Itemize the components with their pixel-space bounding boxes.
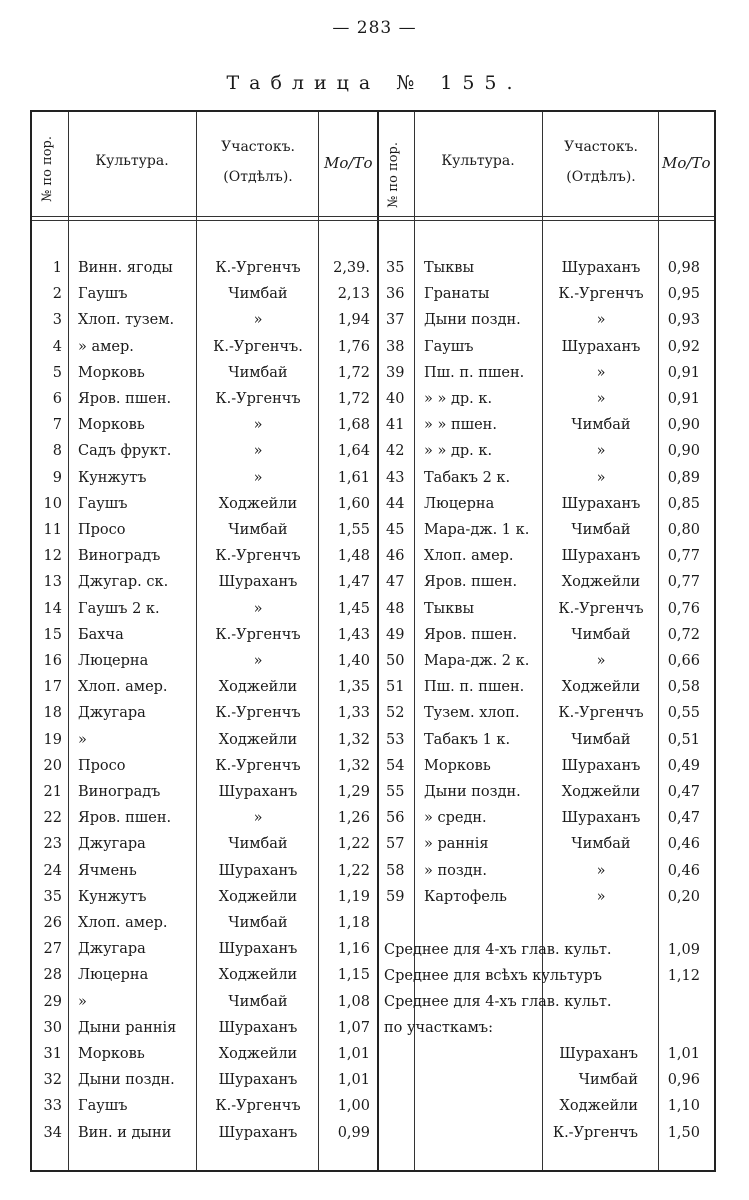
header-plot-left-1: Участокъ. <box>221 139 295 155</box>
row-number: 30 <box>43 1019 62 1036</box>
row-value: 1,60 <box>337 495 370 512</box>
row-plot: Чимбай <box>228 915 288 931</box>
row-plot: К.-Ургенчъ <box>215 260 301 276</box>
row-plot: Шураханъ <box>218 1124 298 1141</box>
row-plot: Шураханъ <box>218 1019 298 1036</box>
row-value: 1,07 <box>337 1019 370 1036</box>
row-number: 29 <box>43 993 62 1010</box>
row-value: 1,94 <box>337 312 370 329</box>
row-value: 0,20 <box>667 888 700 905</box>
row-culture: Кунжутъ <box>78 469 147 486</box>
row-culture: Яров. пшен. <box>78 391 172 407</box>
row-culture: Джугара <box>78 941 146 958</box>
row-plot: » <box>596 312 606 329</box>
row-plot: К.-Ургенчъ <box>215 548 301 565</box>
row-value: 1,64 <box>337 443 370 460</box>
row-number: 6 <box>52 391 62 407</box>
row-value: 1,45 <box>337 600 370 617</box>
row-number: 7 <box>52 417 62 434</box>
row-number: 22 <box>43 810 62 827</box>
row-number: 45 <box>386 522 405 538</box>
row-number: 11 <box>43 522 62 538</box>
row-value: 1,32 <box>337 731 370 748</box>
row-value: 0,66 <box>667 653 700 669</box>
row-culture: Хлоп. амер. <box>424 548 514 565</box>
row-plot: » <box>596 364 606 381</box>
row-culture: Дыни поздн. <box>424 784 521 800</box>
summary-avg4-label: Среднее для 4-хъ глав. культ. <box>384 942 612 958</box>
row-value: 0,72 <box>667 626 700 643</box>
row-plot: Чимбай <box>571 522 631 538</box>
row-number: 51 <box>386 679 405 696</box>
row-number: 44 <box>386 495 405 512</box>
row-plot: К.-Ургенчъ <box>215 705 301 722</box>
row-plot: » <box>253 810 263 827</box>
data-table <box>30 110 716 1172</box>
row-value: 1,00 <box>337 1098 370 1115</box>
row-value: 0,76 <box>667 600 700 617</box>
row-number: 49 <box>386 626 405 643</box>
row-value: 0,47 <box>667 810 700 827</box>
row-culture: Джугар. ск. <box>78 574 169 591</box>
row-value: 0,90 <box>667 417 700 434</box>
summary-plot-value: 1,50 <box>667 1124 700 1141</box>
row-number: 24 <box>43 862 62 879</box>
row-culture: Кунжутъ <box>78 888 147 905</box>
row-value: 1,43 <box>337 626 370 643</box>
row-number: 26 <box>43 915 62 931</box>
row-plot: Чимбай <box>571 731 631 748</box>
row-culture: Тыквы <box>424 260 474 276</box>
row-plot: Ходжейли <box>218 679 298 696</box>
row-number: 15 <box>43 626 62 643</box>
row-number: 16 <box>43 653 62 669</box>
row-culture: » <box>78 731 87 748</box>
row-number: 34 <box>43 1124 62 1141</box>
grid-line <box>68 112 69 1170</box>
row-plot: Ходжейли <box>561 679 641 696</box>
row-number: 31 <box>43 1046 62 1062</box>
row-culture: Виноградъ <box>78 784 161 800</box>
row-value: 0,91 <box>667 364 700 381</box>
row-plot: Ходжейли <box>218 967 298 984</box>
row-value: 1,19 <box>337 888 370 905</box>
row-culture: Вин. и дыни <box>78 1124 172 1141</box>
header-num-left: № по пор. <box>40 135 55 202</box>
header-plot-right-2: (Отдѣлъ). <box>566 169 636 185</box>
row-culture: Джугара <box>78 705 146 722</box>
row-culture: Дыни поздн. <box>424 312 521 329</box>
row-number: 52 <box>386 705 405 722</box>
row-culture: Мара-дж. 1 к. <box>424 522 530 538</box>
row-number: 39 <box>386 364 405 381</box>
row-culture: Морковь <box>78 417 145 434</box>
grid-line <box>658 112 659 1170</box>
row-plot: » <box>596 469 606 486</box>
summary-plot-name: Чимбай <box>578 1072 638 1089</box>
row-culture: Гаушъ <box>424 338 474 355</box>
row-culture: » » пшен. <box>424 417 497 434</box>
row-number: 17 <box>43 679 62 696</box>
grid-line <box>196 112 197 1170</box>
row-plot: Чимбай <box>228 522 288 538</box>
row-culture: Хлоп. амер. <box>78 915 168 931</box>
row-plot: » <box>596 443 606 460</box>
row-number: 36 <box>386 286 405 303</box>
summary-by-plot-label-2: по участкамъ: <box>384 1020 494 1036</box>
row-culture: Морковь <box>78 364 145 381</box>
row-plot: К.-Ургенчъ <box>215 1098 301 1115</box>
summary-plot-name: Шураханъ <box>559 1046 638 1062</box>
row-culture: » средн. <box>424 810 487 827</box>
row-culture: Тузем. хлоп. <box>424 705 520 722</box>
row-value: 1,61 <box>337 469 370 486</box>
row-plot: Чимбай <box>571 836 631 853</box>
row-plot: » <box>253 600 263 617</box>
row-value: 1,22 <box>337 862 370 879</box>
row-culture: Ячмень <box>78 862 137 879</box>
row-culture: Гаушъ <box>78 1098 128 1115</box>
row-culture: Гаушъ <box>78 286 128 303</box>
row-value: 1,29 <box>337 784 370 800</box>
row-number: 32 <box>43 1072 62 1089</box>
page-number: — 283 — <box>332 18 417 38</box>
row-plot: К.-Ургенчъ <box>558 286 644 303</box>
row-number: 53 <box>386 731 405 748</box>
row-culture: Гаушъ 2 к. <box>78 600 160 617</box>
row-plot: Шураханъ <box>561 810 641 827</box>
row-number: 50 <box>386 653 405 669</box>
row-value: 1,35 <box>337 679 370 696</box>
row-number: 56 <box>386 810 405 827</box>
row-value: 0,58 <box>667 679 700 696</box>
row-plot: Ходжейли <box>561 574 641 591</box>
row-plot: » <box>596 653 606 669</box>
row-culture: Картофель <box>424 888 507 905</box>
row-plot: Ходжейли <box>218 731 298 748</box>
row-culture: Яров. пшен. <box>424 626 518 643</box>
row-number: 57 <box>386 836 405 853</box>
row-value: 0,46 <box>667 836 700 853</box>
row-value: 1,08 <box>337 993 370 1010</box>
row-value: 1,33 <box>337 705 370 722</box>
row-culture: Хлоп. тузем. <box>78 312 175 329</box>
row-plot: К.-Ургенчъ <box>558 705 644 722</box>
row-value: 1,76 <box>337 338 370 355</box>
row-value: 1,01 <box>337 1046 370 1062</box>
row-culture: Гаушъ <box>78 495 128 512</box>
row-number: 48 <box>386 600 405 617</box>
row-value: 0,46 <box>667 862 700 879</box>
table-title: Таблица № 155. <box>226 72 523 94</box>
row-value: 0,55 <box>667 705 700 722</box>
summary-plot-value: 1,10 <box>667 1098 700 1115</box>
row-number: 20 <box>43 757 62 774</box>
row-plot: Ходжейли <box>218 1046 298 1062</box>
row-number: 3 <box>52 312 62 329</box>
row-culture: Гранаты <box>424 286 490 303</box>
row-culture: Тыквы <box>424 600 474 617</box>
row-plot: Шураханъ <box>561 495 641 512</box>
row-number: 8 <box>52 443 62 460</box>
row-value: 2,39. <box>333 260 370 276</box>
row-plot: Шураханъ <box>218 941 298 958</box>
row-value: 0,89 <box>667 469 700 486</box>
grid-line <box>318 112 319 1170</box>
row-plot: Ходжейли <box>218 888 298 905</box>
row-culture: Виноградъ <box>78 548 161 565</box>
row-plot: Чимбай <box>228 364 288 381</box>
header-rule <box>32 216 714 217</box>
row-culture: Мара-дж. 2 к. <box>424 653 530 669</box>
row-plot: » <box>253 312 263 329</box>
row-plot: » <box>253 417 263 434</box>
row-culture: Просо <box>78 757 126 774</box>
row-plot: Шураханъ <box>218 1072 298 1089</box>
row-plot: » <box>596 862 606 879</box>
header-ratio-right: Мо/То <box>662 154 711 172</box>
row-number: 35 <box>43 888 62 905</box>
row-value: 1,01 <box>337 1072 370 1089</box>
row-value: 1,15 <box>337 967 370 984</box>
row-number: 28 <box>43 967 62 984</box>
row-value: 0,91 <box>667 391 700 407</box>
row-plot: Шураханъ <box>561 757 641 774</box>
row-value: 0,98 <box>667 260 700 276</box>
row-number: 40 <box>386 391 405 407</box>
row-plot: Шураханъ <box>561 260 641 276</box>
row-plot: К.-Ургенчъ. <box>213 338 303 355</box>
row-culture: Табакъ 1 к. <box>424 731 511 748</box>
summary-plot-name: Ходжейли <box>559 1098 638 1115</box>
summary-avg4-value: 1,09 <box>667 942 700 958</box>
row-plot: Шураханъ <box>561 548 641 565</box>
row-plot: » <box>253 443 263 460</box>
row-culture: Джугара <box>78 836 146 853</box>
row-culture: Пш. п. пшен. <box>424 679 525 696</box>
row-culture: Пш. п. пшен. <box>424 364 525 381</box>
row-value: 2,13 <box>337 286 370 303</box>
row-culture: » раннія <box>424 836 489 853</box>
row-number: 4 <box>52 338 62 355</box>
row-number: 13 <box>43 574 62 591</box>
row-value: 1,55 <box>337 522 370 538</box>
row-culture: Дыни раннія <box>78 1019 177 1036</box>
row-culture: Морковь <box>424 757 491 774</box>
row-value: 0,47 <box>667 784 700 800</box>
header-num-right: № по пор. <box>386 141 401 208</box>
row-value: 0,85 <box>667 495 700 512</box>
row-value: 0,77 <box>667 548 700 565</box>
row-value: 0,51 <box>667 731 700 748</box>
row-value: 0,93 <box>667 312 700 329</box>
row-culture: Бахча <box>78 626 124 643</box>
row-plot: Чимбай <box>228 286 288 303</box>
row-number: 21 <box>43 784 62 800</box>
row-culture: » амер. <box>78 338 134 355</box>
row-number: 10 <box>43 495 62 512</box>
row-culture: Табакъ 2 к. <box>424 469 511 486</box>
row-culture: Хлоп. амер. <box>78 679 168 696</box>
row-value: 1,48 <box>337 548 370 565</box>
row-plot: К.-Ургенчъ <box>215 757 301 774</box>
header-culture-left: Культура. <box>95 153 169 169</box>
row-number: 19 <box>43 731 62 748</box>
row-value: 0,77 <box>667 574 700 591</box>
row-value: 1,40 <box>337 653 370 669</box>
row-plot: » <box>253 653 263 669</box>
row-number: 33 <box>43 1098 62 1115</box>
row-plot: К.-Ургенчъ <box>558 600 644 617</box>
row-number: 2 <box>52 286 62 303</box>
row-plot: Ходжейли <box>218 495 298 512</box>
row-plot: Чимбай <box>228 836 288 853</box>
row-plot: » <box>596 888 606 905</box>
row-value: 1,47 <box>337 574 370 591</box>
summary-plot-value: 0,96 <box>667 1072 700 1089</box>
row-number: 55 <box>386 784 405 800</box>
row-plot: » <box>596 391 606 407</box>
row-number: 1 <box>52 260 62 276</box>
row-culture: » » др. к. <box>424 443 493 460</box>
row-number: 59 <box>386 888 405 905</box>
row-number: 37 <box>386 312 405 329</box>
header-culture-right: Культура. <box>441 153 515 169</box>
header-ratio-left: Мо/То <box>324 154 373 172</box>
row-plot: Шураханъ <box>218 862 298 879</box>
row-plot: Чимбай <box>571 626 631 643</box>
row-plot: К.-Ургенчъ <box>215 391 301 407</box>
row-plot: Шураханъ <box>218 784 298 800</box>
row-culture: Морковь <box>78 1046 145 1062</box>
row-number: 14 <box>43 600 62 617</box>
row-plot: » <box>253 469 263 486</box>
row-number: 46 <box>386 548 405 565</box>
row-value: 0,49 <box>667 757 700 774</box>
grid-line-divider <box>377 112 379 1170</box>
row-value: 1,22 <box>337 836 370 853</box>
row-culture: Люцерна <box>424 495 495 512</box>
row-value: 0,80 <box>667 522 700 538</box>
row-culture: » » др. к. <box>424 391 493 407</box>
row-value: 1,32 <box>337 757 370 774</box>
row-culture: Люцерна <box>78 967 149 984</box>
row-culture: » поздн. <box>424 862 487 879</box>
header-plot-left-2: (Отдѣлъ). <box>223 169 293 185</box>
row-value: 0,92 <box>667 338 700 355</box>
row-plot: К.-Ургенчъ <box>215 626 301 643</box>
summary-plot-value: 1,01 <box>667 1046 700 1062</box>
row-culture: Садъ фрукт. <box>78 443 172 460</box>
summary-by-plot-label: Среднее для 4-хъ глав. культ. <box>384 994 612 1010</box>
row-number: 47 <box>386 574 405 591</box>
row-culture: Яров. пшен. <box>424 574 518 591</box>
row-number: 23 <box>43 836 62 853</box>
row-culture: Просо <box>78 522 126 538</box>
row-value: 1,16 <box>337 941 370 958</box>
header-plot-right-1: Участокъ. <box>564 139 638 155</box>
row-value: 1,72 <box>337 364 370 381</box>
row-number: 38 <box>386 338 405 355</box>
row-culture: Дыни поздн. <box>78 1072 175 1089</box>
row-number: 43 <box>386 469 405 486</box>
summary-avg-all-label: Среднее для всѣхъ культуръ <box>384 968 603 984</box>
row-number: 27 <box>43 941 62 958</box>
row-number: 35 <box>386 260 405 276</box>
row-culture: Люцерна <box>78 653 149 669</box>
row-value: 1,18 <box>337 915 370 931</box>
row-value: 0,90 <box>667 443 700 460</box>
row-plot: Шураханъ <box>561 338 641 355</box>
header-rule <box>32 220 714 221</box>
row-value: 1,26 <box>337 810 370 827</box>
row-number: 12 <box>43 548 62 565</box>
summary-avg-all-value: 1,12 <box>667 968 700 984</box>
row-plot: Чимбай <box>228 993 288 1010</box>
row-number: 42 <box>386 443 405 460</box>
row-number: 41 <box>386 417 405 434</box>
row-number: 18 <box>43 705 62 722</box>
row-plot: Ходжейли <box>561 784 641 800</box>
row-plot: Шураханъ <box>218 574 298 591</box>
row-value: 0,99 <box>337 1124 370 1141</box>
row-value: 1,72 <box>337 391 370 407</box>
row-number: 54 <box>386 757 405 774</box>
row-value: 1,68 <box>337 417 370 434</box>
summary-plot-name: К.-Ургенчъ <box>552 1124 638 1141</box>
row-value: 0,95 <box>667 286 700 303</box>
row-number: 5 <box>52 364 62 381</box>
row-plot: Чимбай <box>571 417 631 434</box>
row-number: 58 <box>386 862 405 879</box>
row-culture: » <box>78 993 87 1010</box>
row-culture: Винн. ягоды <box>78 260 173 276</box>
row-culture: Яров. пшен. <box>78 810 172 827</box>
row-number: 9 <box>52 469 62 486</box>
